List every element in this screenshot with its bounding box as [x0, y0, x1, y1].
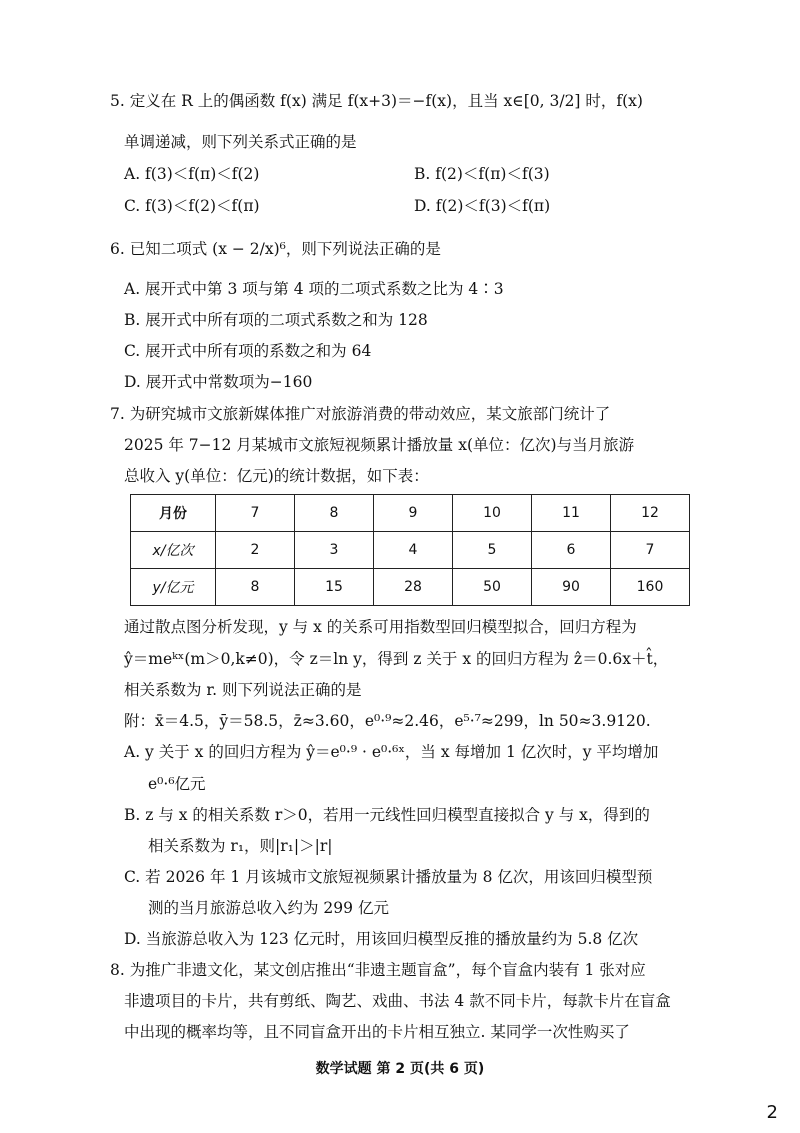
table-row-header: 月份: [131, 495, 216, 532]
table-cell: 12: [611, 495, 690, 532]
table-cell: 15: [295, 569, 374, 606]
table-cell: 7: [611, 532, 690, 569]
q5-stem-line2: 单调递减，则下列关系式正确的是: [124, 133, 357, 151]
q5-stem-line1: 5. 定义在 R 上的偶函数 f(x) 满足 f(x+3)＝−f(x)，且当 x∈[0, 3/2] 时，f(x): [110, 92, 643, 110]
q7-option-b-line2: 相关系数为 r₁，则|r₁|＞|r|: [148, 837, 333, 855]
q5-option-d: D. f(2)＜f(3)＜f(π): [414, 197, 551, 215]
q7-stem-line1: 7. 为研究城市文旅新媒体推广对旅游消费的带动效应，某文旅部门统计了: [110, 405, 611, 423]
q7-after-line1: 通过散点图分析发现，y 与 x 的关系可用指数型回归模型拟合，回归方程为: [124, 618, 637, 636]
q8-line2: 非遗项目的卡片，共有剪纸、陶艺、戏曲、书法 4 款不同卡片，每款卡片在盲盒: [124, 992, 671, 1010]
table-cell: 11: [532, 495, 611, 532]
q7-option-c-line2: 测的当月旅游总收入约为 299 亿元: [148, 899, 389, 917]
table-cell: 8: [216, 569, 295, 606]
q6-option-a: A. 展开式中第 3 项与第 4 项的二项式系数之比为 4∶3: [124, 280, 504, 298]
q7-after-line2: ŷ＝meᵏˣ(m＞0,k≠0)，令 z＝ln y，得到 z 关于 x 的回归方程为 ẑ＝0.6x＋t̂，: [124, 650, 669, 668]
q7-note: 附：x̄＝4.5，ȳ＝58.5，z̄≈3.60，e⁰·⁹≈2.46，e⁵·⁷≈299，ln 50≈3.9120.: [124, 712, 651, 730]
q7-option-a-line1: A. y 关于 x 的回归方程为 ŷ＝e⁰·⁹ · e⁰·⁶ˣ，当 x 每增加 1 亿次时，y 平均增加: [124, 743, 659, 761]
table-cell: 7: [216, 495, 295, 532]
q8-line1: 8. 为推广非遗文化，某文创店推出“非遗主题盲盒”，每个盲盒内装有 1 张对应: [110, 961, 646, 979]
q6-stem: 6. 已知二项式 (x − 2/x)⁶，则下列说法正确的是: [110, 240, 441, 258]
table-cell: 50: [453, 569, 532, 606]
q7-option-d: D. 当旅游总收入为 123 亿元时，用该回归模型反推的播放量约为 5.8 亿次: [124, 930, 639, 948]
q7-option-b-line1: B. z 与 x 的相关系数 r＞0，若用一元线性回归模型直接拟合 y 与 x，得到的: [124, 806, 650, 824]
q7-data-table: [130, 494, 690, 606]
table-row: [131, 532, 690, 569]
q6-option-d: D. 展开式中常数项为−160: [124, 373, 313, 391]
page-number: 2: [766, 1102, 778, 1123]
table-cell: 5: [453, 532, 532, 569]
q5-option-a: A. f(3)＜f(π)＜f(2): [124, 165, 260, 183]
table-row: [131, 495, 690, 532]
table-row: [131, 569, 690, 606]
q7-after-line3: 相关系数为 r. 则下列说法正确的是: [124, 681, 362, 699]
q7-option-c-line1: C. 若 2026 年 1 月该城市文旅短视频累计播放量为 8 亿次，用该回归模型预: [124, 868, 653, 886]
q7-option-a-line2: e⁰·⁶亿元: [148, 775, 206, 793]
q5-option-b: B. f(2)＜f(π)＜f(3): [414, 165, 550, 183]
page-footer: 数学试题 第 2 页(共 6 页): [315, 1061, 485, 1077]
table-cell: 90: [532, 569, 611, 606]
table-cell: 8: [295, 495, 374, 532]
table-row-header: y/亿元: [131, 569, 216, 606]
table-cell: 6: [532, 532, 611, 569]
q8-line3: 中出现的概率均等，且不同盲盒开出的卡片相互独立. 某同学一次性购买了: [124, 1023, 630, 1041]
table-cell: 3: [295, 532, 374, 569]
table-row-header: x/亿次: [131, 532, 216, 569]
table-cell: 9: [374, 495, 453, 532]
q6-option-b: B. 展开式中所有项的二项式系数之和为 128: [124, 311, 428, 329]
table-cell: 4: [374, 532, 453, 569]
table-cell: 2: [216, 532, 295, 569]
table-cell: 10: [453, 495, 532, 532]
table-cell: 28: [374, 569, 453, 606]
table-cell: 160: [611, 569, 690, 606]
q7-stem-line2: 2025 年 7−12 月某城市文旅短视频累计播放量 x(单位：亿次)与当月旅游: [124, 436, 635, 454]
q6-option-c: C. 展开式中所有项的系数之和为 64: [124, 342, 372, 360]
q5-option-c: C. f(3)＜f(2)＜f(π): [124, 197, 260, 215]
q7-stem-line3: 总收入 y(单位：亿元)的统计数据，如下表：: [124, 467, 429, 485]
